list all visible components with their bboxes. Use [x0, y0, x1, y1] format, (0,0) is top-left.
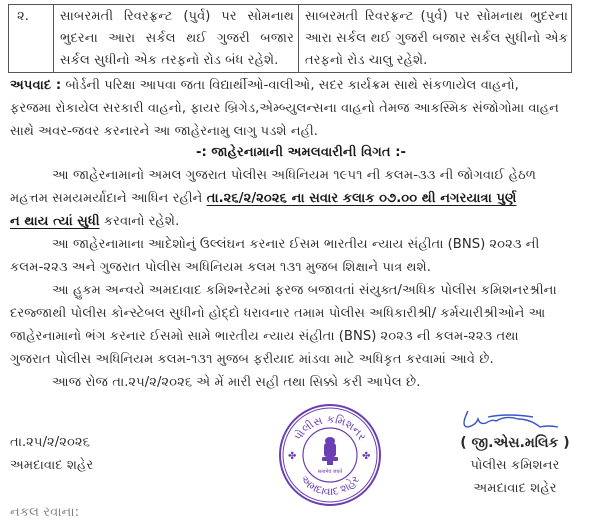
national-emblem-icon: [322, 437, 338, 465]
para1-line-3: [10, 211, 179, 233]
signatory-name: ( જી.એસ.મલિક ): [460, 435, 570, 451]
table-cell-closed-route: [54, 5, 299, 72]
exception-line-1: [10, 75, 519, 97]
footer-place: અમદાવાદ શહેર: [10, 458, 94, 473]
closed-route-text: સાબરમતી રિવરફ્રન્ટ (પુર્વ) પર સોમનાથ ભુદરના આરા સર્કલ થઈ ગુજરી બજાર સર્કલ સુધીનો એક તરફનો રોડ બંધ રહેશે.: [60, 9, 294, 68]
alternate-route-text: સાબરમતી રિવરફ્રન્ટ (પુર્વ) પર સોમનાથ ભુદરના આરા સર્કલ થઈ ગુજરી બજાર સર્કલ સુધીનો એક તરફનો રોડ ચાલુ રહેશે.: [305, 9, 568, 68]
para3-line-1: આ હુકમ અન્વયે અમદાવાદ કમિશ્નરેટમાં ફરજ બજાવતાં સંયુક્ત/અધિક પોલીસ કમિશનરશ્રીના: [52, 283, 557, 298]
implementation-heading: -: જાહેરનામાની અમલવારીની વિગત :-: [196, 145, 406, 160]
para3-line-4: ગુજરાત પોલીસ અધિનિયમ કલમ-૧૩૧ મુજબ ફરીયાદ માંડવા માટે અધિકૃત કરવામાં આવે છે.: [10, 352, 494, 367]
svg-text:✤: ✤: [288, 451, 297, 462]
para1-line-2: [10, 188, 517, 210]
footer-cutoff-text: નકલ રવાના:: [10, 505, 80, 520]
para2-line-2: કલમ-૨૨૩ અને ગુજરાત પોલીસ અધિનિયમ કલમ ૧૩૧ મુજબ શિક્ષાને પાત્ર થશે.: [10, 260, 431, 275]
signature-icon: [458, 405, 568, 435]
exception-line-3: સાથે અવર-જવર કરનારને આ જાહેરનામુ લાગુ પડશે નહી.: [10, 124, 319, 139]
para1-line-1: આ જાહેરનામાનો અમલ ગુજરાત પોલીસ અધિનિયમ ૧૯૫૧ ની કલમ-૩૩ ની જોગવાઈ હેઠળ: [52, 168, 537, 183]
stamp-seal-icon: [278, 403, 382, 507]
para1-line-3-plain: કરવાનો રહેશે.: [99, 214, 180, 229]
signature-scribble: [458, 405, 568, 435]
serial-number: ૨.: [17, 9, 29, 24]
para3-line-3: જાહેરનામાનો ભંગ કરનાર ઈસમો સામે ભારતીય ન્યાય સંહીતા (BNS) ૨૦૨૩ ની કલમ-૨૨૩ તથા: [10, 329, 519, 344]
stamp-top-text: પોલીસ કમિશનર: [291, 412, 369, 443]
signatory-designation: પોલીસ કમિશનર: [470, 458, 560, 473]
route-table: [8, 4, 572, 73]
para1-until-text: ન થાય ત્યાં સુધી: [10, 214, 100, 229]
emblem-caption: सत्यमेव जयते: [317, 469, 343, 475]
para4-line: આજ રોજ તા.૨૫/૨/૨૦૨૬ એ મેં મારી સહી તથા સિક્કો કરી આપેલ છે.: [52, 375, 421, 390]
para3-line-2: દરજ્જાથી પોલીસ કોન્સ્ટેબલ સુધીનો હોદ્દો ધરાવનાર તમામ પોલીસ અધિકારીશ્રી/ કર્મચારીશ્રીઓને આ: [10, 306, 546, 321]
footer-date: તા.૨૫/૨/૨૦૨૬: [10, 435, 91, 450]
signatory-office: અમદાવાદ શહેર: [473, 481, 557, 496]
exception-label: અપવાદ :: [10, 78, 62, 93]
stamp-bottom-text: અમદાવાદ શહેર: [297, 472, 363, 499]
exception-line-2: ફરજમા રોકાયેલ સરકારી વાહનો, ફાયર બ્રિગેડ,એમ્બ્યુલન્સના વાહનો તેમજ આકસ્મિક સંજોગોમા વાહન: [10, 101, 560, 116]
para1-effective-date: તા.૨૬/૨/૨૦૨૬ ના સવાર કલાક ૦૭.૦૦ થી નગરયાત્રા પુર્ણ: [206, 191, 517, 206]
exception-text-1: બોર્ડની પરિક્ષા આપવા જતા વિદ્યાર્થીઓ-વાલીઓ, સદર કાર્યક્રમ સાથે સંકળાયેલ વાહનો,: [65, 78, 519, 93]
table-cell-alternate-route: [299, 5, 572, 72]
police-commissioner-stamp: [278, 403, 382, 507]
para1-line-2-plain: મહત્તમ સમયમર્યાદાને આધિન રહીને: [10, 191, 207, 206]
svg-text:✤: ✤: [362, 451, 371, 462]
para2-line-1: આ જાહેરનામાના આદેશોનું ઉલ્લંઘન કરનાર ઈસમ ભારતીય ન્યાય સંહીતા (BNS) ૨૦૨૩ ની: [52, 237, 540, 252]
svg-text:અમદાવાદ શહેર: [298, 473, 362, 498]
table-cell-serial: [9, 5, 54, 72]
